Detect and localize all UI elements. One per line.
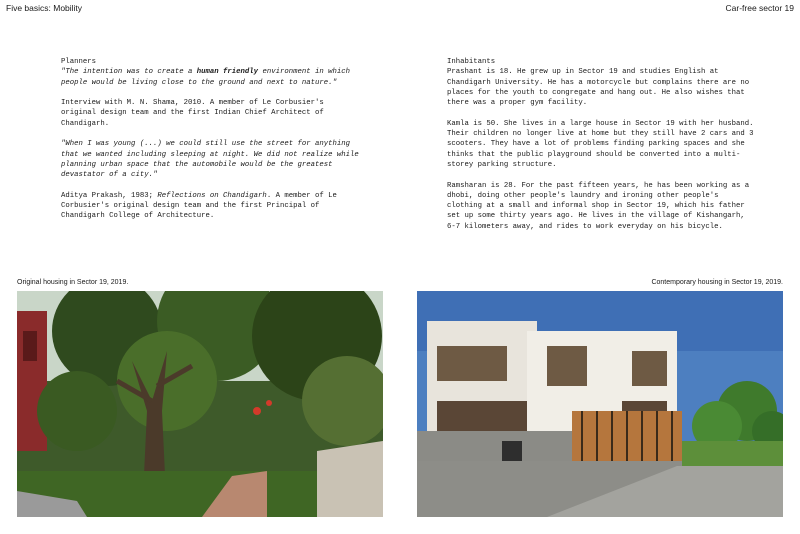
inhabitants-heading: Inhabitants	[447, 58, 496, 66]
inhabitant-ramsharan: Ramsharan is 28. For the past fifteen years, he has been working as a dhobi, doing other people's laundry and ironing other people's clothing at a small and informal shop in Sector 19, which his father set up some thirty years ago. He lives in the village of Kishangarh, 6-7 kilometers away, and rides to work everyday on his bicycle.	[447, 181, 750, 231]
inhabitant-kamla: Kamla is 50. She lives in a large house in Sector 19 with her husband. Their children no longer live at home but they still have 2 cars and 3 scooters. They have a lot of problems finding parking spaces and she thinks that the public playground should be converted into a multi-storey parking structure.	[447, 119, 754, 169]
planners-citation-2: Aditya Prakash, 1983; Reflections on Chandigarh. A member of Le Corbusier's original design team and the first Principal of Chandigarh College of Architecture.	[61, 191, 337, 221]
running-header-right: Car-free sector 19	[725, 3, 794, 13]
inhabitant-prashant: Prashant is 18. He grew up in Sector 19 and studies English at Chandigarh University. He has a motorcycle but complains there are no places for the youth to congregate and hang out. He also wishes that there was a proper gym facility.	[447, 68, 750, 108]
inhabitants-column	[447, 57, 757, 242]
contemporary-housing-photo	[417, 291, 783, 517]
caption-original-housing: Original housing in Sector 19, 2019.	[17, 279, 129, 286]
caption-contemporary-housing: Contemporary housing in Sector 19, 2019.	[651, 279, 783, 286]
original-housing-photo	[17, 291, 383, 517]
planners-citation-1: Interview with M. N. Shama, 2010. A member of Le Corbusier's original design team and the first Indian Chief Architect of Chandigarh.	[61, 99, 324, 128]
planners-quote-1: "The intention was to create a human friendly environment in which people would be living close to the ground and next to nature."	[61, 68, 351, 87]
planners-column	[61, 57, 361, 232]
planners-quote-2: "When I was young (...) we could still use the street for anything that we wanted including sleeping at night. We did not realize while planning urban space that the automobile would be the greatest devastator of a city."	[61, 140, 359, 180]
planners-heading: Planners	[61, 58, 97, 66]
running-header-left: Five basics: Mobility	[6, 3, 83, 13]
